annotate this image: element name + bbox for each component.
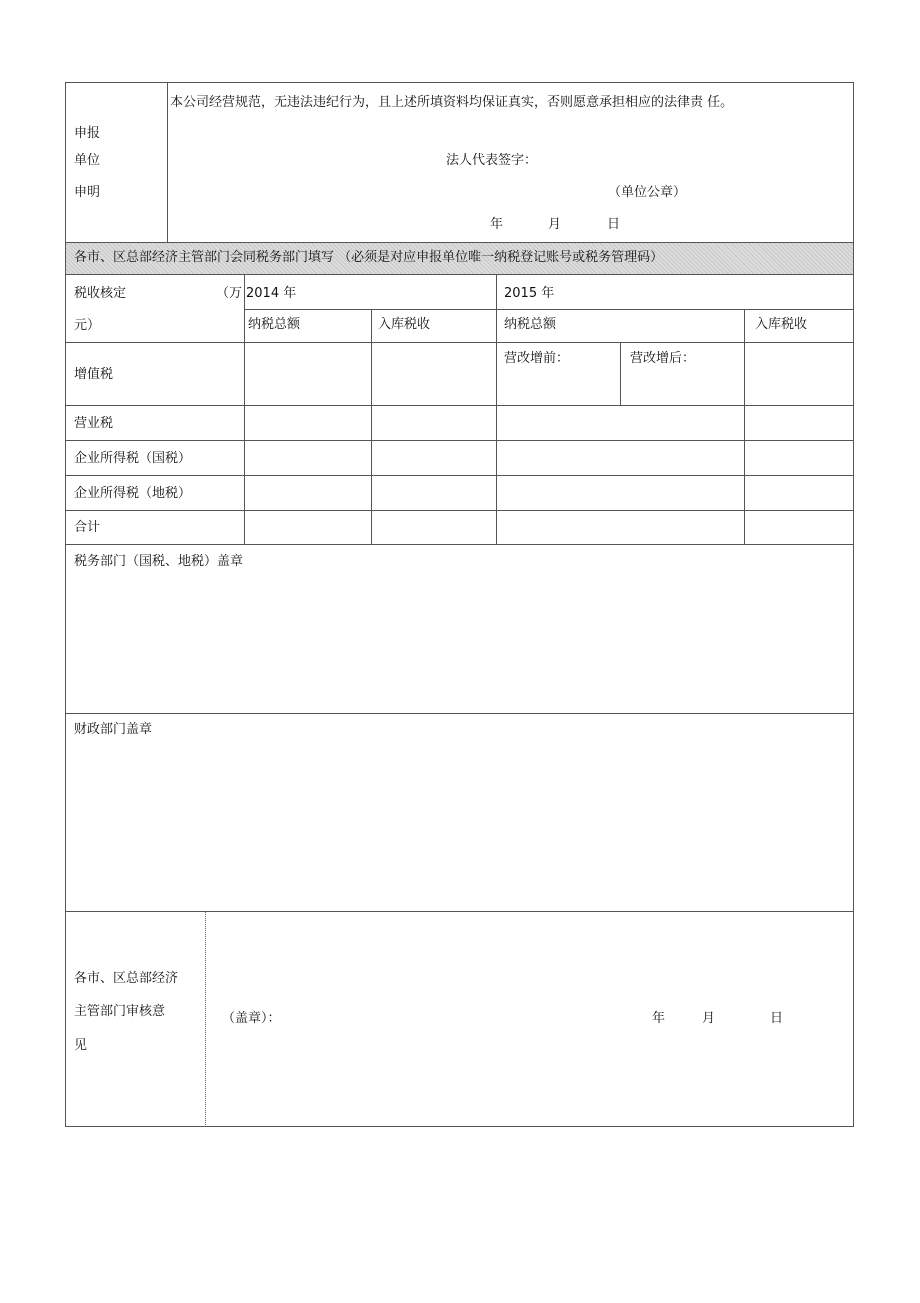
review-date-year: 年 <box>652 1011 666 1026</box>
declaration-date-day: 日 <box>607 217 621 232</box>
signature-label: 法人代表签字： <box>446 153 538 168</box>
declaration-statement: 本公司经营规范，无违法违纪行为，且上述所填资料均保证真实，否则愿意承担相应的法律责 任。 <box>170 95 734 110</box>
declaration-label-line-3: 申明 <box>74 185 101 200</box>
vat-after-reform: 营改增后： <box>630 351 696 366</box>
row-cit-local-label: 企业所得税（地税） <box>74 486 192 501</box>
company-seal-label: （单位公章） <box>608 185 687 200</box>
review-divider <box>205 911 206 1127</box>
review-label-line-2: 主管部门审核意 <box>74 1004 166 1019</box>
declaration-label-line-2: 单位 <box>74 153 101 168</box>
tax-unit-label-open: （万 <box>216 286 243 301</box>
review-date-month: 月 <box>702 1011 716 1026</box>
form-frame <box>65 82 854 1127</box>
row-cit-national-label: 企业所得税（国税） <box>74 451 192 466</box>
row-vat-label: 增值税 <box>74 367 114 382</box>
section-header: 各市、区总部经济主管部门会同税务部门填写 （必须是对应申报单位唯一纳税登记账号或税务管理码） <box>74 250 664 265</box>
declaration-date-month: 月 <box>548 217 562 232</box>
col-paid-2014: 入库税收 <box>378 317 431 332</box>
vat-before-reform: 营改增前： <box>504 351 570 366</box>
declaration-date-year: 年 <box>490 217 504 232</box>
review-label-line-3: 见 <box>74 1038 88 1053</box>
tax-dept-seal-label: 税务部门（国税、地税）盖章 <box>74 554 244 569</box>
finance-dept-seal-label: 财政部门盖章 <box>74 722 153 737</box>
review-date-day: 日 <box>770 1011 784 1026</box>
row-total-label: 合计 <box>74 520 101 535</box>
col-paid-2015: 入库税收 <box>755 317 808 332</box>
col-total-2015: 纳税总额 <box>504 317 557 332</box>
year-2015-header: 2015 年 <box>504 286 555 301</box>
declaration-divider <box>167 82 168 242</box>
tax-unit-label-close: 元） <box>74 318 101 333</box>
col-total-2014: 纳税总额 <box>248 317 301 332</box>
tax-assessment-label: 税收核定 <box>74 286 127 301</box>
review-seal-label: （盖章）： <box>222 1011 281 1026</box>
review-label-line-1: 各市、区总部经济 <box>74 971 179 986</box>
row-business-tax-label: 营业税 <box>74 416 114 431</box>
year-2014-header: 2014 年 <box>246 286 297 301</box>
declaration-label-line-1: 申报 <box>74 126 101 141</box>
